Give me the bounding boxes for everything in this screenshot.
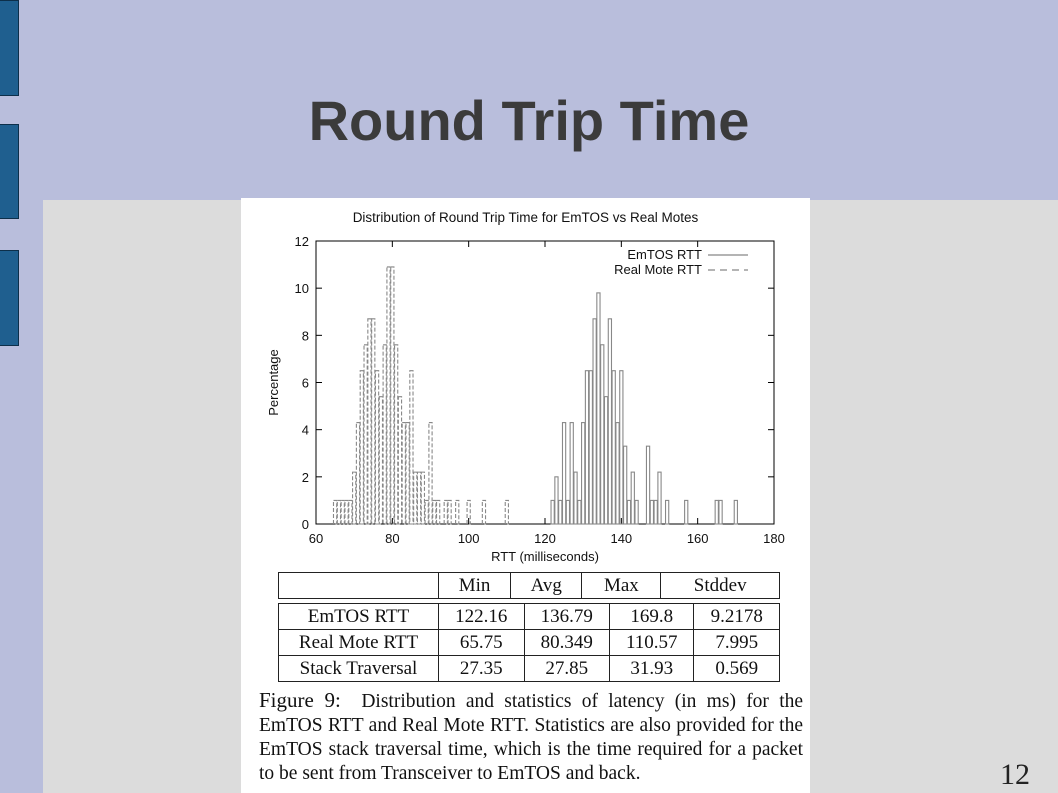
emtos-bar: [719, 500, 722, 524]
x-axis-label: RTT (milliseconds): [491, 549, 599, 564]
emtos-bar: [646, 446, 649, 524]
cell-avg: 136.79: [524, 604, 610, 630]
emtos-bar: [562, 423, 565, 524]
emtos-bar: [616, 423, 619, 524]
table-row: [279, 630, 780, 656]
row-label: Real Mote RTT: [279, 630, 439, 656]
header-blank-cell: [279, 573, 439, 599]
y-tick-label: 2: [301, 469, 309, 485]
y-tick-label: 12: [294, 234, 309, 249]
real-mote-bar: [333, 500, 336, 524]
emtos-bar: [627, 500, 630, 524]
cell-avg: 80.349: [524, 630, 610, 656]
emtos-bar: [582, 423, 585, 524]
emtos-bar: [620, 371, 623, 524]
real-mote-bar: [368, 319, 371, 524]
side-tab: [0, 250, 19, 346]
real-mote-bar: [482, 500, 485, 524]
stats-table-header: [278, 572, 780, 599]
legend-label: Real Mote RTT: [614, 262, 702, 277]
real-mote-bar: [429, 423, 432, 524]
emtos-bar: [658, 472, 661, 524]
figure-caption: [259, 688, 803, 786]
real-mote-bar: [345, 500, 348, 524]
y-axis-label: Percentage: [266, 349, 281, 416]
real-mote-bar: [456, 500, 459, 524]
x-tick-label: 80: [385, 531, 400, 546]
cell-max: 169.8: [610, 604, 694, 630]
slide-title: Round Trip Time: [308, 89, 750, 152]
y-tick-label: 4: [301, 422, 309, 438]
real-mote-bar: [398, 397, 401, 524]
real-mote-bar: [337, 500, 340, 524]
real-mote-bar: [353, 472, 356, 524]
real-mote-bar: [379, 397, 382, 524]
header-stddev: Stddev: [661, 573, 780, 599]
emtos-bar: [654, 500, 657, 524]
header-min: Min: [439, 573, 511, 599]
real-mote-bar: [341, 500, 344, 524]
cell-avg: 27.85: [524, 656, 610, 682]
real-mote-bar: [421, 472, 424, 524]
page-number: 12: [1000, 758, 1030, 791]
real-mote-bar: [444, 500, 447, 524]
cell-min: 65.75: [439, 630, 525, 656]
real-mote-bar: [414, 472, 417, 524]
chart-title: Distribution of Round Trip Time for EmTOS vs Real Motes: [352, 210, 699, 225]
emtos-bar: [601, 345, 604, 524]
real-mote-bar: [395, 345, 398, 524]
real-mote-bar: [372, 319, 375, 524]
emtos-bar: [608, 319, 611, 524]
real-mote-bar: [356, 423, 359, 524]
real-mote-bar: [387, 267, 390, 524]
real-mote-bar: [410, 371, 413, 524]
emtos-bar: [604, 397, 607, 524]
caption-lead: Figure 9:: [259, 688, 341, 712]
y-tick-label: 6: [301, 375, 309, 391]
plot-frame: [316, 241, 774, 524]
cell-min: 27.35: [439, 656, 525, 682]
emtos-bar: [685, 500, 688, 524]
table-row: [279, 604, 780, 630]
emtos-bar: [555, 477, 558, 524]
rtt-histogram-chart: [241, 198, 810, 570]
real-mote-bar: [360, 371, 363, 524]
cell-stddev: 0.569: [694, 656, 780, 682]
cell-min: 122.16: [439, 604, 525, 630]
real-mote-bar: [433, 500, 436, 524]
x-tick-label: 160: [686, 531, 709, 546]
real-mote-bar: [505, 500, 508, 524]
legend-label: EmTOS RTT: [627, 247, 702, 262]
x-tick-label: 60: [308, 531, 324, 546]
emtos-bar: [624, 446, 627, 524]
emtos-bar: [566, 500, 569, 524]
y-tick-label: 8: [301, 328, 309, 344]
emtos-bar: [559, 500, 562, 524]
row-label: EmTOS RTT: [279, 604, 439, 630]
cell-max: 110.57: [610, 630, 694, 656]
real-mote-bar: [406, 423, 409, 524]
emtos-bar: [635, 500, 638, 524]
caption-text: Distribution and statistics of latency (in ms) for the EmTOS RTT and Real Mote RTT. Statistics are also provided for the EmTOS stack traversal time, which is the time required for a packet to be sent from Transceiver to EmTOS and back.: [259, 691, 804, 784]
emtos-bar: [551, 500, 554, 524]
real-mote-bar: [349, 500, 352, 524]
x-tick-label: 100: [457, 531, 480, 546]
emtos-bar: [589, 371, 592, 524]
side-tab: [0, 0, 19, 96]
emtos-bar: [650, 500, 653, 524]
real-mote-bar: [383, 345, 386, 524]
cell-stddev: 7.995: [694, 630, 780, 656]
real-mote-bar: [375, 371, 378, 524]
real-mote-bar: [417, 472, 420, 524]
emtos-bar: [593, 319, 596, 524]
x-tick-label: 180: [763, 531, 785, 546]
real-mote-bar: [402, 423, 405, 524]
emtos-bar: [585, 371, 588, 524]
real-mote-bar: [448, 500, 451, 524]
emtos-bar: [574, 472, 577, 524]
cell-stddev: 9.2178: [694, 604, 780, 630]
real-mote-bar: [391, 267, 394, 524]
emtos-bar: [612, 371, 615, 524]
header-avg: Avg: [511, 573, 582, 599]
x-tick-label: 140: [610, 531, 633, 546]
real-mote-bar: [364, 345, 367, 524]
stats-table: [278, 603, 780, 682]
real-mote-bar: [425, 500, 428, 524]
emtos-bar: [631, 472, 634, 524]
cell-max: 31.93: [610, 656, 694, 682]
header-max: Max: [582, 573, 661, 599]
emtos-bar: [570, 423, 573, 524]
emtos-bar: [734, 500, 737, 524]
emtos-bar: [597, 293, 600, 524]
emtos-bar: [578, 500, 581, 524]
emtos-bar: [715, 500, 718, 524]
row-label: Stack Traversal: [279, 656, 439, 682]
x-tick-label: 120: [534, 531, 556, 546]
table-row: [279, 656, 780, 682]
figure-panel: [241, 198, 810, 793]
real-mote-bar: [437, 500, 440, 524]
emtos-bar: [666, 500, 669, 524]
y-tick-label: 10: [294, 281, 309, 297]
y-tick-label: 0: [301, 517, 309, 532]
